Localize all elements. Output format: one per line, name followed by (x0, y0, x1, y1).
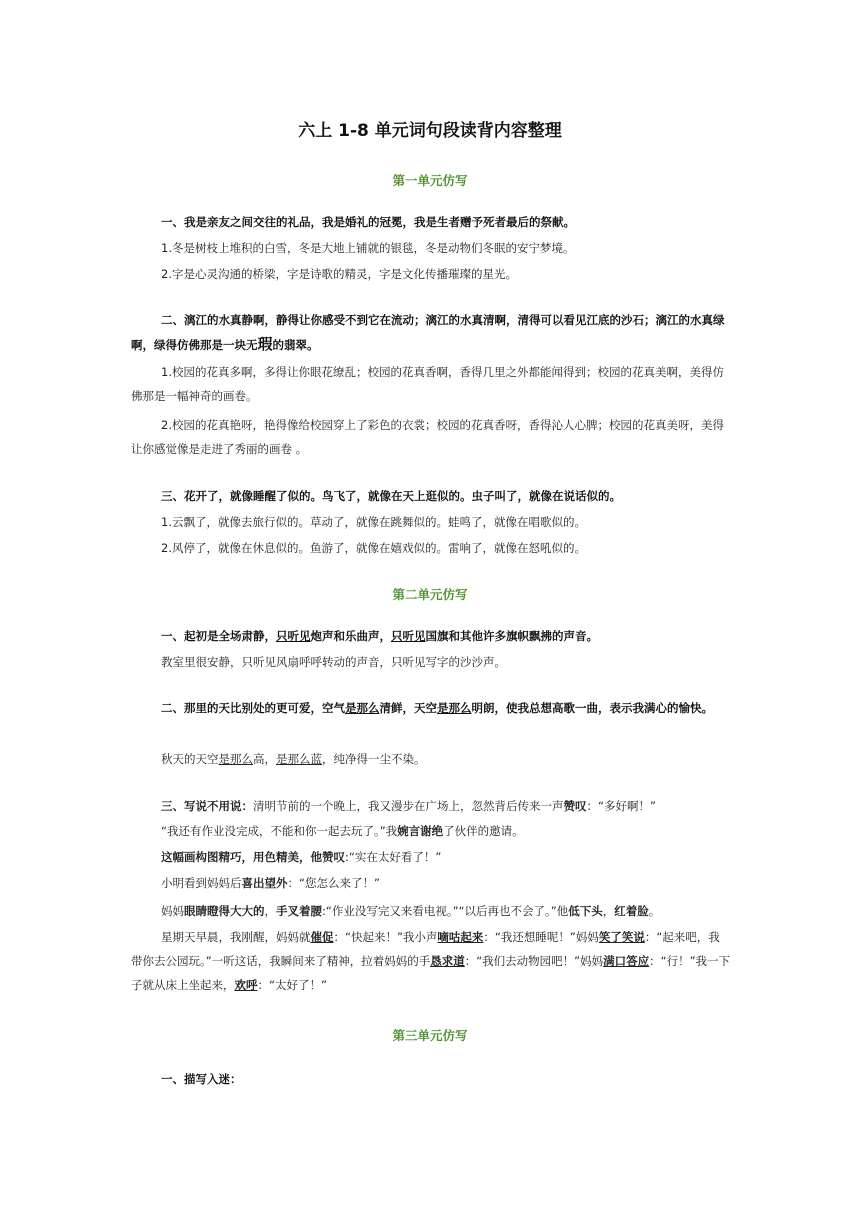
unit1-item-2-heading: 二、漓江的水真静啊，静得让你感受不到它在流动；漓江的水真清啊，清得可以看见江底的沙石；漓江的水真绿啊，绿得仿佛那是一块无瑕的翡翠。 (131, 313, 725, 353)
unit2-item-3-heading: 三、写说不用说：清明节前的一个晚上，我又漫步在广场上，忽然背后传来一声赞叹：“多好啊！” (161, 799, 656, 813)
unit2-item-2-heading: 二、那里的天比别处的更可爱，空气是那么清鲜，天空是那么明朗，使我总想高歌一曲，表示我满心的愉快。 (161, 701, 713, 715)
unit2-item-3-example-1: “我还有作业没完成，不能和你一起去玩了。”我婉言谢绝了伙伴的邀请。 (161, 824, 524, 838)
unit1-item-2-example-2: 2.校园的花真艳呀，艳得像给校园穿上了彩色的衣裳；校园的花真香呀，香得沁人心脾；校园的花真美呀，美得让你感觉像是走进了秀丽的画卷 。 (131, 418, 724, 456)
unit1-item-3-example-2: 2.风停了，就像在休息似的。鱼游了，就像在嬉戏似的。雷响了，就像在怒吼似的。 (161, 541, 586, 555)
unit1-item-2-example-1: 1.校园的花真多啊，多得让你眼花缭乱；校园的花真香啊，香得几里之外都能闻得到；校园的花真美啊，美得仿佛那是一幅神奇的画卷。 (131, 365, 724, 403)
unit1-item-3-heading: 三、花开了，就像睡醒了似的。鸟飞了，就像在天上逛似的。虫子叫了，就像在说话似的。 (161, 489, 621, 503)
unit1-item-3-example-1: 1.云飘了，就像去旅行似的。草动了，就像在跳舞似的。蛙鸣了，就像在唱歌似的。 (161, 515, 586, 529)
unit2-item-3-example-2: 这幅画构图精巧，用色精美，他赞叹:“实在太好看了！” (161, 850, 442, 864)
section-heading-unit-1: 第一单元仿写 (392, 173, 468, 188)
unit2-item-1-heading: 一、起初是全场肃静，只听见炮声和乐曲声，只听见国旗和其他许多旗帜飘拂的声音。 (161, 629, 598, 643)
unit2-item-3-example-4: 妈妈眼睛瞪得大大的，手叉着腰:“作业没写完又来看电视。”“以后再也不会了。”他低下头，红着脸。 (161, 904, 661, 918)
page-title: 六上 1-8 单元词句段读背内容整理 (298, 121, 562, 141)
unit1-item-1-example-1: 1.冬是树枝上堆积的白雪，冬是大地上铺就的银毯，冬是动物们冬眠的安宁梦境。 (161, 241, 575, 255)
unit3-item-1-heading: 一、描写入迷： (161, 1072, 242, 1086)
section-heading-unit-2: 第二单元仿写 (392, 587, 468, 602)
unit2-item-1-example: 教室里很安静，只听见风扇呼呼转动的声音，只听见写字的沙沙声。 (161, 655, 506, 669)
unit2-item-3-example-3: 小明看到妈妈后喜出望外：“您怎么来了！” (161, 876, 380, 890)
unit2-item-3-example-5: 星期天早晨，我刚醒，妈妈就催促：“快起来！”我小声嘀咕起来：“我还想睡呢！”妈妈笑了笑说：“起来吧，我带你去公园玩。”一听这话，我瞬间来了精神，拉着妈妈的手恳求道：“我们去动物园吧！”妈妈满口答应：“行！”我一下子就从床上坐起来，欢呼：“太好了！” (131, 930, 731, 992)
unit2-item-2-example: 秋天的天空是那么高，是那么蓝，纯净得一尘不染。 (161, 752, 426, 766)
unit1-item-1-example-2: 2.字是心灵沟通的桥梁，字是诗歌的精灵，字是文化传播璀璨的星光。 (161, 267, 517, 281)
unit1-item-1-heading: 一、我是亲友之间交往的礼品，我是婚礼的冠冕，我是生者赠予死者最后的祭献。 (161, 215, 575, 229)
section-heading-unit-3: 第三单元仿写 (392, 1028, 468, 1043)
